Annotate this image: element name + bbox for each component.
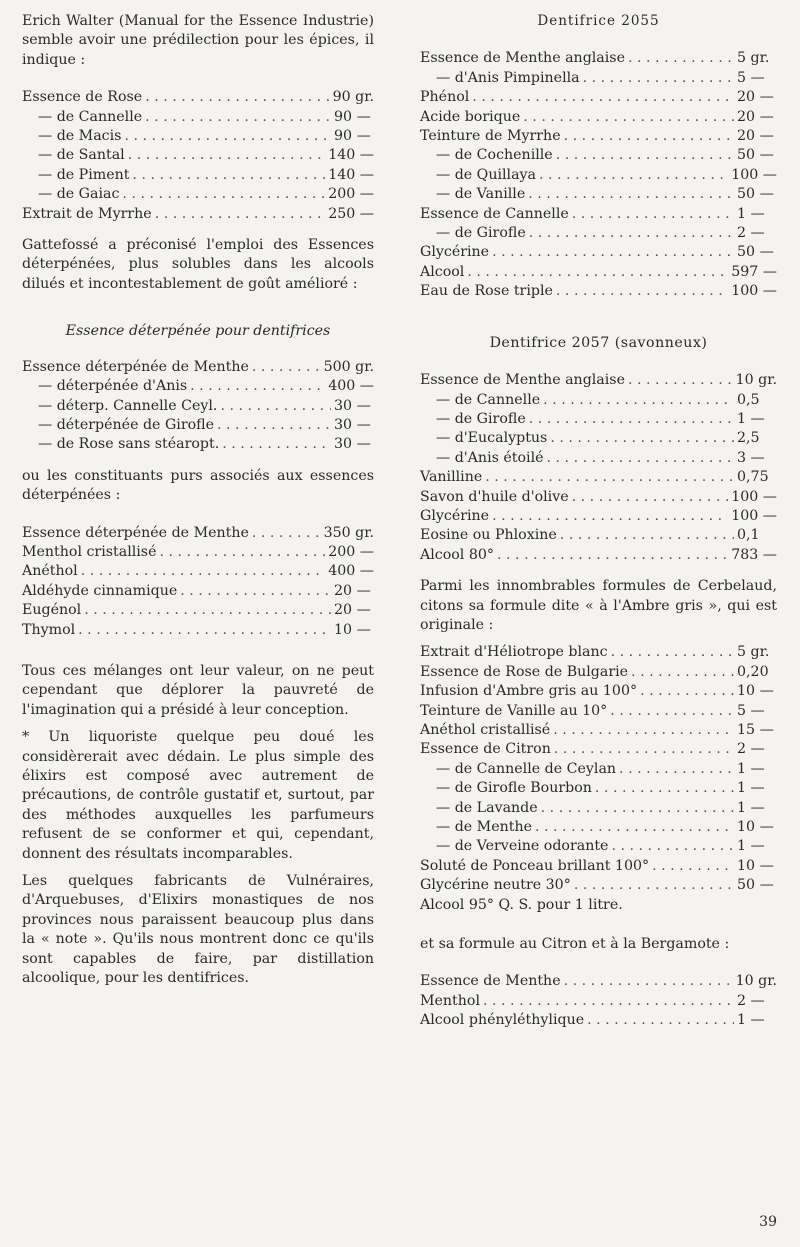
formula-row bbox=[22, 377, 374, 396]
ingredient-name: Essence de Citron bbox=[420, 741, 551, 758]
formula-row bbox=[22, 166, 374, 185]
ingredient-quantity: 90 — bbox=[334, 108, 371, 125]
section-title-dentifrice-2057: Dentifrice 2057 (savonneux) bbox=[489, 334, 708, 351]
ingredient-quantity: 10 gr. bbox=[735, 973, 777, 990]
leader-dots bbox=[628, 49, 734, 68]
leader-dots bbox=[640, 682, 734, 701]
ingredient-quantity: 50 — bbox=[737, 244, 774, 261]
leader-dots bbox=[78, 621, 331, 640]
ingredient-name: — de Rose sans stéaropt. bbox=[38, 436, 220, 453]
leader-dots bbox=[159, 543, 325, 562]
formula-row bbox=[420, 449, 777, 468]
ingredient-quantity: 10 — bbox=[737, 819, 774, 836]
formula-row bbox=[420, 410, 777, 429]
formula-row bbox=[420, 127, 777, 146]
formula-row bbox=[22, 146, 374, 165]
ingredient-quantity: 10 — bbox=[334, 621, 371, 638]
leader-dots bbox=[122, 185, 325, 204]
liquoriste-paragraph: * Un liquoriste quelque peu doué les considèrerait avec dédain. Le plus simple des élixirs est composé avec autrement de précautions, de contrôle gustatif et, surtout, par des méthodes auxquelles les parfumeurs refusent de se conformer et qui, cependant, donnent des résultats incomparables. bbox=[22, 729, 374, 862]
ingredient-quantity: 140 — bbox=[328, 147, 374, 164]
constituants-paragraph: ou les constituants purs associés aux essences déterpénées : bbox=[22, 467, 374, 504]
formula-row bbox=[420, 876, 777, 895]
leader-dots bbox=[222, 435, 331, 454]
leader-dots bbox=[553, 721, 734, 740]
leader-dots bbox=[550, 429, 734, 448]
ingredient-name: Eau de Rose triple bbox=[420, 283, 553, 300]
formula-row bbox=[22, 582, 374, 601]
formula-row bbox=[420, 721, 777, 740]
ambre-gris-last-line: Alcool 95° Q. S. pour 1 litre. bbox=[420, 896, 623, 913]
ingredient-name: Teinture de Myrrhe bbox=[420, 128, 561, 145]
ingredient-name: Acide borique bbox=[420, 108, 521, 125]
formula-row bbox=[420, 282, 777, 301]
formula-row bbox=[22, 88, 374, 107]
ingredient-name: — déterpénée de Girofle bbox=[38, 416, 215, 433]
leader-dots bbox=[523, 108, 734, 127]
leader-dots bbox=[610, 702, 734, 721]
ingredient-quantity: 2 — bbox=[737, 992, 765, 1009]
ingredient-quantity: 10 gr. bbox=[735, 372, 777, 389]
dentifrice-2055-list bbox=[420, 49, 777, 301]
ingredient-quantity: 140 — bbox=[328, 166, 374, 183]
ingredient-name: — de Piment bbox=[38, 166, 130, 183]
ingredient-name: Essence de Cannelle bbox=[420, 205, 569, 222]
ingredient-name: Phénol bbox=[420, 89, 470, 106]
formula-row bbox=[22, 621, 374, 640]
leader-dots bbox=[81, 562, 326, 581]
formula-row bbox=[420, 391, 777, 410]
ingredient-name: — de Cannelle bbox=[436, 391, 541, 408]
leader-dots bbox=[529, 224, 734, 243]
ingredient-quantity: 500 gr. bbox=[323, 358, 374, 375]
leader-dots bbox=[587, 1011, 734, 1030]
ambre-gris-formula-list bbox=[420, 643, 777, 895]
ingredient-quantity: 90 — bbox=[334, 128, 371, 145]
ingredient-quantity: 90 gr. bbox=[332, 89, 374, 106]
ingredient-name: Glycérine neutre 30° bbox=[420, 877, 571, 894]
leader-dots bbox=[535, 818, 734, 837]
page-number: 39 bbox=[759, 1214, 777, 1230]
ingredient-name: — de Vanille bbox=[436, 186, 526, 203]
ingredient-quantity: 20 — bbox=[737, 128, 774, 145]
ingredient-quantity: 50 — bbox=[737, 147, 774, 164]
ingredient-quantity: 0,5 bbox=[737, 391, 760, 408]
melanges-paragraph: Tous ces mélanges ont leur valeur, on ne peut cependant que déplorer la pauvreté de l'imagination qui a présidé à leur conception. bbox=[22, 662, 374, 718]
ingredient-name: Glycérine bbox=[420, 244, 490, 261]
cerbelaud-paragraph: Parmi les innombrables formules de Cerbelaud, citons sa formule dite « à l'Ambre gris », qui est originale : bbox=[420, 578, 777, 633]
leader-dots bbox=[145, 88, 329, 107]
leader-dots bbox=[560, 526, 734, 545]
ingredient-name: — de Macis bbox=[38, 128, 122, 145]
formula-row bbox=[22, 358, 374, 377]
ingredient-name: Alcool phényléthylique bbox=[420, 1012, 585, 1029]
ingredient-quantity: 3 — bbox=[737, 449, 765, 466]
leader-dots bbox=[492, 507, 728, 526]
ingredient-name: — déterpénée d'Anis bbox=[38, 378, 188, 395]
section-title-deterpenee: Essence déterpénée pour dentifrices bbox=[65, 323, 331, 340]
leader-dots bbox=[556, 282, 728, 301]
ingredient-quantity: 100 — bbox=[731, 283, 777, 300]
ingredient-name: Essence déterpénée de Menthe bbox=[22, 524, 249, 541]
leader-dots bbox=[628, 371, 733, 390]
ingredient-name: — de Menthe bbox=[436, 819, 532, 836]
ingredient-name: Menthol bbox=[420, 992, 480, 1009]
formula-row bbox=[420, 69, 777, 88]
citron-formula-list bbox=[420, 972, 777, 1030]
ingredient-quantity: 20 — bbox=[737, 89, 774, 106]
ingredient-quantity: 20 — bbox=[334, 602, 371, 619]
ingredient-name: Alcool bbox=[420, 263, 465, 280]
leader-dots bbox=[541, 799, 734, 818]
ingredient-name: Essence de Menthe anglaise bbox=[420, 50, 625, 67]
leader-dots bbox=[543, 391, 734, 410]
formula-row bbox=[22, 416, 374, 435]
ingredient-name: Anéthol cristallisé bbox=[420, 722, 551, 738]
formula-row bbox=[420, 857, 777, 876]
ingredient-quantity: 5 gr. bbox=[737, 644, 770, 661]
leader-dots bbox=[155, 205, 326, 224]
ingredient-quantity: 5 — bbox=[737, 702, 765, 719]
leader-dots bbox=[574, 876, 734, 895]
formula-row bbox=[22, 543, 374, 562]
leader-dots bbox=[467, 263, 728, 282]
leader-dots bbox=[180, 582, 331, 601]
ingredient-quantity: 15 — bbox=[737, 722, 774, 738]
ingredient-name: — de Gaiac bbox=[38, 186, 120, 203]
ingredient-name: — d'Eucalyptus bbox=[436, 430, 548, 447]
ingredient-name: — de Girofle bbox=[436, 410, 526, 427]
leader-dots bbox=[652, 857, 734, 876]
ingredient-name: Savon d'huile d'olive bbox=[420, 488, 569, 505]
ingredient-name: — d'Anis étoilé bbox=[436, 449, 544, 466]
formula-row bbox=[22, 397, 374, 416]
ingredient-quantity: 5 gr. bbox=[737, 50, 770, 67]
leader-dots bbox=[128, 146, 326, 165]
formula-row bbox=[420, 526, 777, 545]
ingredient-name: — de Cochenille bbox=[436, 147, 553, 164]
ingredient-name: Essence de Menthe anglaise bbox=[420, 372, 625, 389]
ingredient-quantity: 400 — bbox=[328, 378, 374, 395]
formula-row bbox=[420, 1011, 777, 1030]
ingredient-name: — de Lavande bbox=[436, 799, 538, 816]
leader-dots bbox=[190, 377, 325, 396]
formula-row bbox=[420, 108, 777, 127]
leader-dots bbox=[572, 205, 734, 224]
ingredient-quantity: 10 — bbox=[737, 683, 774, 700]
ingredient-quantity: 2,5 bbox=[737, 430, 760, 447]
left-column bbox=[22, 12, 374, 996]
ingredient-name: Teinture de Vanille au 10° bbox=[420, 702, 608, 719]
ingredient-quantity: 2 — bbox=[737, 741, 765, 758]
leader-dots bbox=[619, 760, 734, 779]
formula-row bbox=[420, 740, 777, 759]
ingredient-name: Soluté de Ponceau brillant 100° bbox=[420, 857, 650, 874]
leader-dots bbox=[497, 546, 728, 565]
ingredient-quantity: 200 — bbox=[328, 186, 374, 203]
ingredient-quantity: 5 — bbox=[737, 69, 765, 86]
running-header: Dentifrice 2055 bbox=[537, 13, 660, 29]
ingredient-quantity: 0,20 bbox=[737, 663, 769, 680]
ingredient-quantity: 1 — bbox=[737, 780, 765, 797]
ingredient-quantity: 400 — bbox=[328, 563, 374, 580]
ingredient-quantity: 200 — bbox=[328, 543, 374, 560]
gattefosse-paragraph: Gattefossé a préconisé l'emploi des Essences déterpénées, plus solubles dans les alcools dilués et incontestablement de goût amélioré : bbox=[22, 237, 374, 292]
formula-row bbox=[22, 601, 374, 620]
ingredient-name: Menthol cristallisé bbox=[22, 543, 157, 560]
formula-row bbox=[22, 108, 374, 127]
leader-dots bbox=[554, 740, 734, 759]
formula-row bbox=[420, 643, 777, 662]
leader-dots bbox=[132, 166, 325, 185]
ingredient-name: — déterp. Cannelle Ceyl. bbox=[38, 397, 218, 414]
ingredient-quantity: 50 — bbox=[737, 186, 774, 203]
ingredient-name: Essence de Menthe bbox=[420, 973, 561, 990]
leader-dots bbox=[124, 127, 331, 146]
ingredient-name: Eugénol bbox=[22, 602, 82, 619]
formula-row bbox=[420, 224, 777, 243]
ingredient-quantity: 1 — bbox=[737, 838, 765, 855]
formula-row bbox=[420, 682, 777, 701]
ingredient-quantity: 1 — bbox=[737, 799, 765, 816]
leader-dots bbox=[483, 992, 734, 1011]
formula-row bbox=[420, 818, 777, 837]
ingredient-name: Extrait de Myrrhe bbox=[22, 205, 152, 222]
ingredient-quantity: 1 — bbox=[737, 1012, 765, 1029]
formula-row bbox=[420, 468, 777, 487]
spice-formula-list bbox=[22, 88, 374, 224]
leader-dots bbox=[572, 488, 729, 507]
formula-row bbox=[420, 663, 777, 682]
ingredient-quantity: 0,75 bbox=[737, 469, 769, 486]
leader-dots bbox=[528, 185, 734, 204]
ingredient-name: Eosine ou Phloxine bbox=[420, 527, 557, 544]
leader-dots bbox=[145, 108, 331, 127]
ingredient-name: — de Verveine odorante bbox=[436, 838, 609, 855]
ingredient-quantity: 1 — bbox=[737, 410, 765, 427]
formula-row bbox=[420, 263, 777, 282]
leader-dots bbox=[547, 449, 734, 468]
formula-row bbox=[420, 146, 777, 165]
ingredient-quantity: 30 — bbox=[334, 397, 371, 414]
ingredient-quantity: 30 — bbox=[334, 436, 371, 453]
leader-dots bbox=[583, 69, 734, 88]
ingredient-name: Alcool 80° bbox=[420, 546, 495, 563]
leader-dots bbox=[529, 410, 734, 429]
ingredient-name: Essence de Rose bbox=[22, 89, 143, 106]
ingredient-quantity: 783 — bbox=[731, 546, 777, 563]
formula-row bbox=[420, 429, 777, 448]
leader-dots bbox=[472, 88, 734, 107]
deterpenee-formula-list bbox=[22, 358, 374, 455]
leader-dots bbox=[611, 643, 734, 662]
ingredient-name: Thymol bbox=[22, 621, 76, 638]
ingredient-name: Glycérine bbox=[420, 507, 490, 524]
ingredient-quantity: 597 — bbox=[731, 263, 777, 280]
ingredient-name: Vanilline bbox=[420, 469, 483, 486]
ingredient-name: Essence déterpénée de Menthe bbox=[22, 358, 249, 375]
formula-row bbox=[420, 185, 777, 204]
formula-row bbox=[420, 166, 777, 185]
ingredient-name: Essence de Rose de Bulgarie bbox=[420, 663, 629, 680]
ingredient-name: Infusion d'Ambre gris au 100° bbox=[420, 683, 638, 700]
leader-dots bbox=[611, 837, 734, 856]
ingredient-name: — de Cannelle bbox=[38, 108, 143, 125]
formula-row bbox=[420, 799, 777, 818]
intro-paragraph: Erich Walter (Manual for the Essence Industrie) semble avoir une prédilection pour les épices, il indique : bbox=[22, 13, 374, 68]
ingredient-name: Extrait d'Héliotrope blanc bbox=[420, 644, 608, 661]
right-column bbox=[420, 12, 777, 1043]
formula-row bbox=[420, 88, 777, 107]
ingredient-quantity: 2 — bbox=[737, 225, 765, 242]
ingredient-name: — d'Anis Pimpinella bbox=[436, 69, 580, 86]
formula-row bbox=[420, 992, 777, 1011]
ingredient-quantity: 100 — bbox=[731, 507, 777, 524]
formula-row bbox=[420, 837, 777, 856]
formula-row bbox=[420, 507, 777, 526]
formula-row bbox=[420, 243, 777, 262]
formula-row bbox=[22, 562, 374, 581]
leader-dots bbox=[252, 358, 321, 377]
formula-row bbox=[420, 972, 777, 991]
formula-row bbox=[22, 127, 374, 146]
leader-dots bbox=[539, 166, 728, 185]
ingredient-name: Anéthol bbox=[22, 563, 78, 580]
ingredient-quantity: 1 — bbox=[737, 760, 765, 777]
formula-row bbox=[420, 546, 777, 565]
ingredient-quantity: 20 — bbox=[334, 582, 371, 599]
ingredient-quantity: 100 — bbox=[731, 166, 777, 183]
ingredient-name: — de Quillaya bbox=[436, 166, 536, 183]
formula-row bbox=[420, 49, 777, 68]
leader-dots bbox=[564, 127, 734, 146]
ingredient-name: — de Girofle Bourbon bbox=[436, 780, 592, 797]
leader-dots bbox=[220, 397, 331, 416]
leader-dots bbox=[217, 416, 331, 435]
formula-row bbox=[22, 205, 374, 224]
formula-row bbox=[420, 488, 777, 507]
leader-dots bbox=[252, 524, 321, 543]
formula-row bbox=[420, 760, 777, 779]
formula-row bbox=[22, 185, 374, 204]
ingredient-quantity: 20 — bbox=[737, 108, 774, 125]
leader-dots bbox=[631, 663, 734, 682]
ingredient-quantity: 10 — bbox=[737, 857, 774, 874]
ingredient-quantity: 250 — bbox=[328, 205, 374, 222]
ingredient-quantity: 0,1 bbox=[737, 527, 760, 544]
ingredient-name: — de Cannelle de Ceylan bbox=[436, 760, 617, 777]
formula-row bbox=[420, 371, 777, 390]
formula-row bbox=[420, 205, 777, 224]
leader-dots bbox=[84, 601, 331, 620]
ingredient-quantity: 350 gr. bbox=[323, 524, 374, 541]
ingredient-name: — de Girofle bbox=[436, 225, 526, 242]
leader-dots bbox=[564, 972, 733, 991]
ingredient-quantity: 1 — bbox=[737, 205, 765, 222]
formula-row bbox=[22, 435, 374, 454]
citron-paragraph: et sa formule au Citron et à la Bergamote : bbox=[420, 936, 730, 953]
leader-dots bbox=[556, 146, 734, 165]
fabricants-paragraph: Les quelques fabricants de Vulnéraires, d'Arquebuses, d'Elixirs monastiques de nos provinces nous paraissent beaucoup plus dans la « note ». Qu'ils nous montrent donc ce qu'ils sont capables de faire, par distillation alcoolique, pour les dentifrices. bbox=[22, 873, 374, 987]
ingredient-name: Aldéhyde cinnamique bbox=[22, 582, 178, 599]
leader-dots bbox=[492, 243, 734, 262]
formula-row bbox=[22, 524, 374, 543]
dentifrice-2057-list bbox=[420, 371, 777, 565]
leader-dots bbox=[485, 468, 734, 487]
ingredient-quantity: 100 — bbox=[731, 488, 777, 505]
leader-dots bbox=[595, 779, 734, 798]
constituants-formula-list bbox=[22, 524, 374, 640]
ingredient-name: — de Santal bbox=[38, 147, 125, 164]
ingredient-quantity: 30 — bbox=[334, 416, 371, 433]
ingredient-quantity: 50 — bbox=[737, 877, 774, 894]
formula-row bbox=[420, 779, 777, 798]
formula-row bbox=[420, 702, 777, 721]
